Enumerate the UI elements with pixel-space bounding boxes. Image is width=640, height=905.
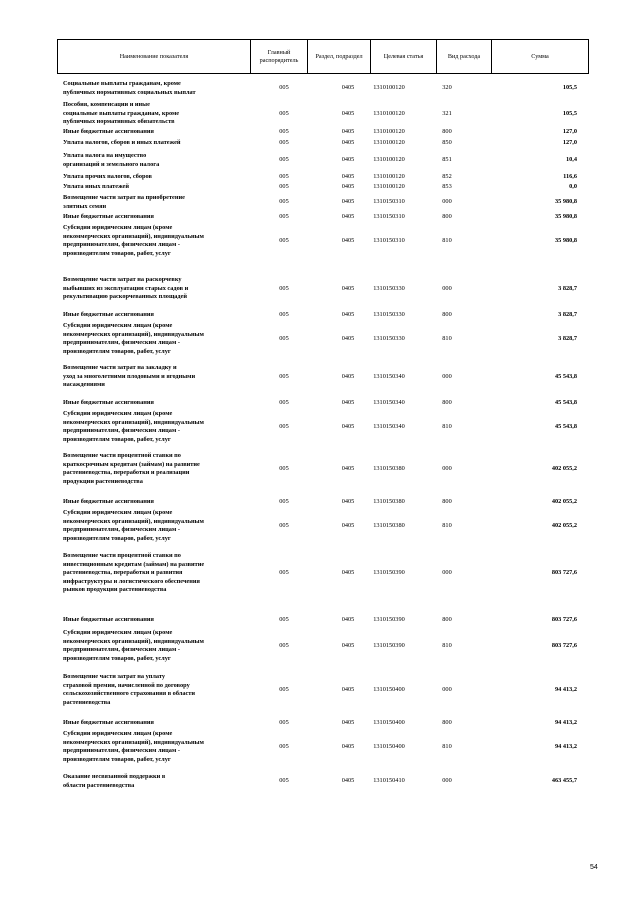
row-target-article: 1310100120	[373, 128, 405, 135]
row-expense-type: 000	[442, 464, 452, 472]
row-expense-type: 850	[442, 139, 452, 146]
header-sum: Сумма	[491, 40, 588, 73]
row-section: 0405	[341, 173, 355, 180]
row-chief-administrator: 005	[279, 173, 289, 180]
header-target-article: Целевая статья	[370, 40, 436, 73]
table-row	[57, 509, 589, 549]
header-expense-type: Вид расхода	[436, 40, 491, 73]
row-target-article: 1310150310	[373, 236, 405, 244]
row-sum: 127,0	[562, 139, 577, 146]
row-name: Иные бюджетные ассигнования	[63, 498, 154, 505]
row-expense-type: 853	[442, 183, 452, 190]
table-row	[57, 552, 589, 614]
row-sum: 3 828,7	[558, 284, 577, 292]
table-row	[57, 364, 589, 398]
row-sum: 94 413,2	[554, 719, 577, 726]
row-sum: 803 727,6	[551, 616, 577, 623]
row-name: Возмещение части процентной ставки по краткосрочным кредитам (займам) на развитие растениеводства, переработки и реализации продукции растениеводства	[63, 452, 200, 485]
row-chief-administrator: 005	[279, 742, 289, 750]
row-section: 0405	[341, 399, 355, 406]
row-expense-type: 800	[442, 128, 452, 135]
row-expense-type: 810	[442, 334, 452, 342]
row-name: Возмещение части затрат на закладку и уход за многолетними плодовыми и ягодными насаждениями	[63, 364, 196, 389]
row-sum: 35 980,8	[554, 198, 577, 206]
row-target-article: 1310100120	[373, 139, 405, 146]
row-chief-administrator: 005	[279, 198, 289, 206]
table-body	[57, 80, 589, 800]
row-target-article: 1310150400	[373, 685, 405, 693]
row-section: 0405	[341, 685, 355, 693]
row-target-article: 1310150390	[373, 616, 405, 623]
table-row	[57, 719, 589, 729]
table-row	[57, 730, 589, 770]
row-target-article: 1310100120	[373, 173, 405, 180]
table-row	[57, 399, 589, 409]
row-expense-type: 000	[442, 284, 452, 292]
row-target-article: 1310150390	[373, 569, 405, 577]
row-sum: 3 828,7	[558, 334, 577, 342]
row-expense-type: 800	[442, 616, 452, 623]
row-sum: 10,4	[565, 156, 577, 164]
row-section: 0405	[341, 777, 355, 785]
row-section: 0405	[341, 311, 355, 318]
row-sum: 35 980,8	[554, 236, 577, 244]
row-section: 0405	[341, 742, 355, 750]
row-sum: 94 413,2	[554, 685, 577, 693]
row-target-article: 1310150330	[373, 311, 405, 318]
row-target-article: 1310150380	[373, 521, 405, 529]
row-section: 0405	[341, 334, 355, 342]
row-section: 0405	[341, 109, 355, 117]
row-section: 0405	[341, 372, 355, 380]
row-sum: 105,5	[562, 109, 577, 117]
row-expense-type: 321	[442, 109, 452, 117]
page-number: 54	[590, 864, 598, 871]
row-chief-administrator: 005	[279, 311, 289, 318]
row-section: 0405	[341, 641, 355, 649]
row-section: 0405	[341, 498, 355, 505]
row-name: Субсидии юридическим лицам (кроме некоммерческих организаций), индивидуальным предпринимателям, физическим лицам - производителям товаров, работ, услуг	[63, 509, 204, 542]
row-chief-administrator: 005	[279, 109, 289, 117]
row-sum: 803 727,6	[551, 569, 577, 577]
row-expense-type: 320	[442, 84, 452, 92]
row-name: Субсидии юридическим лицам (кроме некоммерческих организаций), индивидуальным предпринимателям, физическим лицам - производителям товаров, работ, услуг	[63, 410, 204, 443]
row-name: Уплата иных платежей	[63, 183, 129, 190]
row-chief-administrator: 005	[279, 685, 289, 693]
row-expense-type: 800	[442, 311, 452, 318]
table-row	[57, 452, 589, 496]
row-sum: 463 455,7	[551, 777, 577, 785]
row-section: 0405	[341, 213, 355, 220]
table-row	[57, 616, 589, 628]
row-section: 0405	[341, 284, 355, 292]
row-chief-administrator: 005	[279, 422, 289, 430]
row-name: Иные бюджетные ассигнования	[63, 616, 154, 623]
row-expense-type: 000	[442, 372, 452, 380]
row-chief-administrator: 005	[279, 641, 289, 649]
row-chief-administrator: 005	[279, 719, 289, 726]
row-expense-type: 000	[442, 777, 452, 785]
row-chief-administrator: 005	[279, 569, 289, 577]
row-expense-type: 851	[442, 156, 452, 164]
table-row	[57, 311, 589, 321]
row-section: 0405	[341, 236, 355, 244]
row-sum: 402 055,2	[551, 498, 577, 505]
row-section: 0405	[341, 422, 355, 430]
row-sum: 402 055,2	[551, 521, 577, 529]
row-expense-type: 000	[442, 198, 452, 206]
row-chief-administrator: 005	[279, 284, 289, 292]
row-sum: 3 828,7	[558, 311, 577, 318]
row-expense-type: 852	[442, 173, 452, 180]
row-target-article: 1310100120	[373, 109, 405, 117]
row-sum: 402 055,2	[551, 464, 577, 472]
row-name: Уплата прочих налогов, сборов	[63, 173, 152, 180]
row-target-article: 1310150340	[373, 422, 405, 430]
row-target-article: 1310100120	[373, 183, 405, 190]
row-name: Возмещение части процентной ставки по инвестиционным кредитам (займам) на развитие растениеводства, переработки и развития инфраструктуры и логистического обеспечения рынков продукции растениеводства	[63, 552, 205, 594]
row-name: Иные бюджетные ассигнования	[63, 128, 154, 135]
row-name: Уплата налога на имущество организаций и земельного налога	[63, 152, 160, 168]
row-expense-type: 000	[442, 569, 452, 577]
row-sum: 105,5	[562, 84, 577, 92]
row-section: 0405	[341, 139, 355, 146]
row-expense-type: 810	[442, 422, 452, 430]
table-row	[57, 128, 589, 138]
row-chief-administrator: 005	[279, 616, 289, 623]
row-sum: 45 543,8	[554, 372, 577, 380]
row-expense-type: 810	[442, 641, 452, 649]
row-section: 0405	[341, 521, 355, 529]
table-row	[57, 773, 589, 795]
row-target-article: 1310150380	[373, 464, 405, 472]
header-indicator-name: Наименование показателя	[119, 52, 189, 60]
table-row	[57, 629, 589, 669]
row-sum: 0,0	[569, 183, 577, 190]
row-chief-administrator: 005	[279, 213, 289, 220]
row-expense-type: 800	[442, 213, 452, 220]
row-target-article: 1310150410	[373, 777, 405, 785]
table-header	[57, 39, 589, 74]
row-section: 0405	[341, 156, 355, 164]
row-target-article: 1310150330	[373, 334, 405, 342]
row-sum: 116,6	[563, 173, 577, 180]
row-expense-type: 800	[442, 498, 452, 505]
row-name: Субсидии юридическим лицам (кроме некоммерческих организаций), индивидуальным предпринимателям, физическим лицам - производителям товаров, работ, услуг	[63, 629, 204, 662]
row-target-article: 1310150380	[373, 498, 405, 505]
row-section: 0405	[341, 569, 355, 577]
row-sum: 35 980,8	[554, 213, 577, 220]
row-chief-administrator: 005	[279, 84, 289, 92]
row-expense-type: 810	[442, 521, 452, 529]
row-name: Социальные выплаты гражданам, кроме публичных нормативных социальных выплат	[63, 80, 196, 96]
row-chief-administrator: 005	[279, 464, 289, 472]
row-target-article: 1310150390	[373, 641, 405, 649]
row-name: Субсидии юридическим лицам (кроме некоммерческих организаций), индивидуальным предпринимателям, физическим лицам - производителям товаров, работ, услуг	[63, 730, 204, 763]
table-row	[57, 410, 589, 450]
table-row	[57, 224, 589, 274]
row-expense-type: 810	[442, 236, 452, 244]
table-row	[57, 80, 589, 100]
row-name: Иные бюджетные ассигнования	[63, 311, 154, 318]
row-sum: 45 543,8	[554, 399, 577, 406]
table-row	[57, 213, 589, 223]
row-target-article: 1310150400	[373, 719, 405, 726]
row-chief-administrator: 005	[279, 334, 289, 342]
header-chief-administrator: Главный распорядитель	[250, 40, 307, 73]
table-row	[57, 139, 589, 151]
row-target-article: 1310100120	[373, 156, 405, 164]
row-sum: 45 543,8	[554, 422, 577, 430]
row-chief-administrator: 005	[279, 498, 289, 505]
row-name: Уплата налогов, сборов и иных платежей	[63, 139, 181, 146]
table-row	[57, 183, 589, 193]
row-section: 0405	[341, 464, 355, 472]
row-target-article: 1310100120	[373, 84, 405, 92]
row-name: Оказание несвязанной поддержки в области растениеводства	[63, 773, 166, 789]
row-name: Возмещение части затрат на уплату страховой премии, начисленной по договору сельскохозяйственного страхования в области растениеводства	[63, 673, 196, 706]
row-target-article: 1310150330	[373, 284, 405, 292]
row-target-article: 1310150310	[373, 198, 405, 206]
row-chief-administrator: 005	[279, 128, 289, 135]
row-name: Возмещение части затрат на приобретение элитных семян	[63, 194, 185, 210]
row-chief-administrator: 005	[279, 521, 289, 529]
row-section: 0405	[341, 616, 355, 623]
budget-table	[57, 39, 589, 800]
row-target-article: 1310150310	[373, 213, 405, 220]
row-chief-administrator: 005	[279, 777, 289, 785]
row-expense-type: 810	[442, 742, 452, 750]
row-name: Возмещение части затрат на раскорчевку выбывших из эксплуатации старых садов и рекультивацию раскорчеванных площадей	[63, 276, 189, 301]
row-name: Пособия, компенсации и иные социальные выплаты гражданам, кроме публичных нормативных обязательств	[63, 101, 180, 126]
row-section: 0405	[341, 128, 355, 135]
row-section: 0405	[341, 719, 355, 726]
row-name: Иные бюджетные ассигнования	[63, 719, 154, 726]
row-sum: 803 727,6	[551, 641, 577, 649]
row-chief-administrator: 005	[279, 183, 289, 190]
row-sum: 94 413,2	[554, 742, 577, 750]
table-row	[57, 101, 589, 127]
row-section: 0405	[341, 198, 355, 206]
row-target-article: 1310150340	[373, 399, 405, 406]
table-row	[57, 276, 589, 310]
table-row	[57, 152, 589, 172]
row-chief-administrator: 005	[279, 156, 289, 164]
row-chief-administrator: 005	[279, 372, 289, 380]
row-sum: 127,0	[562, 128, 577, 135]
header-section: Раздел, подраздел	[307, 40, 370, 73]
table-row	[57, 194, 589, 212]
row-name: Иные бюджетные ассигнования	[63, 399, 154, 406]
row-name: Субсидии юридическим лицам (кроме некоммерческих организаций), индивидуальным предпринимателям, физическим лицам - производителям товаров, работ, услуг	[63, 322, 204, 355]
table-row	[57, 673, 589, 717]
row-section: 0405	[341, 183, 355, 190]
row-expense-type: 800	[442, 399, 452, 406]
row-expense-type: 800	[442, 719, 452, 726]
row-chief-administrator: 005	[279, 236, 289, 244]
row-chief-administrator: 005	[279, 399, 289, 406]
row-target-article: 1310150400	[373, 742, 405, 750]
row-target-article: 1310150340	[373, 372, 405, 380]
row-name: Иные бюджетные ассигнования	[63, 213, 154, 220]
row-expense-type: 000	[442, 685, 452, 693]
row-section: 0405	[341, 84, 355, 92]
row-name: Субсидии юридическим лицам (кроме некоммерческих организаций), индивидуальным предпринимателям, физическим лицам - производителям товаров, работ, услуг	[63, 224, 204, 257]
row-chief-administrator: 005	[279, 139, 289, 146]
table-row	[57, 322, 589, 362]
table-row	[57, 498, 589, 508]
table-row	[57, 173, 589, 183]
